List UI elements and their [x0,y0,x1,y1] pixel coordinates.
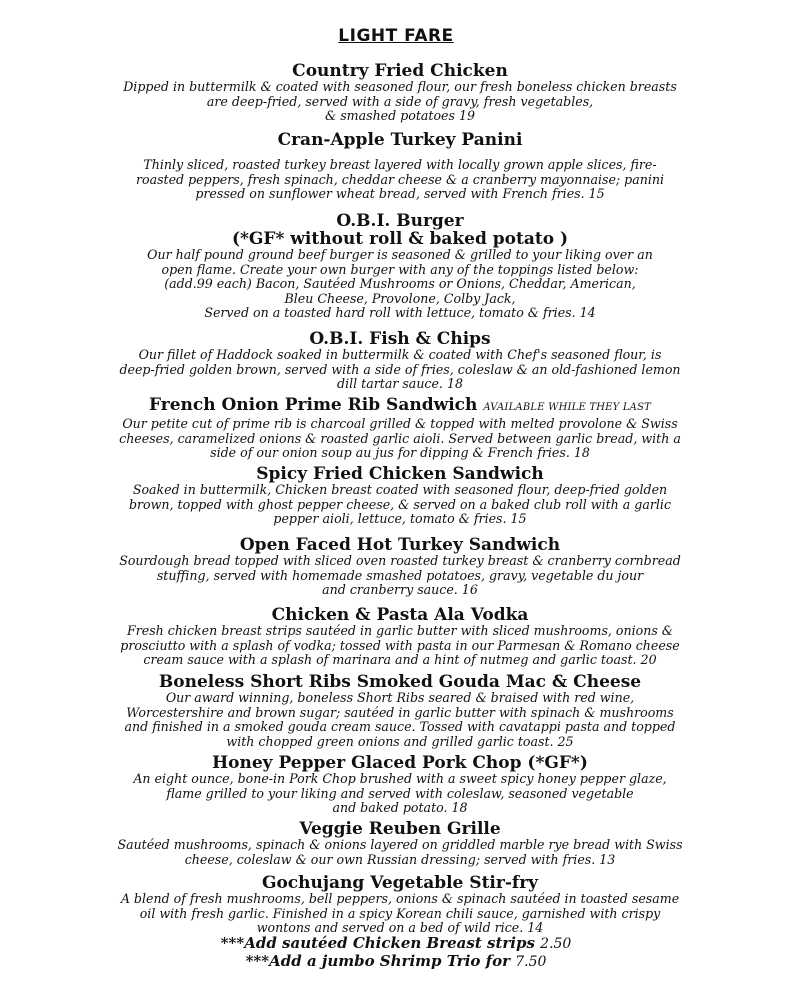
menu-item [100,330,700,392]
page-title: LIGHT FARE [338,26,454,46]
addon-shrimp: ***Add a jumbo Shrimp Trio for 7.50 [245,952,547,970]
availability-note: AVAILABLE WHILE THEY LAST [483,402,652,413]
menu-item [100,536,700,598]
item-description: Sourdough bread topped with sliced oven roasted turkey breast & cranberry cornbread stuffing, served with homemade smashed potatoes, gravy, vegetable du jour and cranberry sauce. 16 [119,553,681,597]
item-title: Honey Pepper Glaced Pork Chop (*GF*) [212,753,588,773]
item-description: Our fillet of Haddock soaked in buttermilk & coated with Chef's seasoned flour, is deep-fried golden brown, served with a side of fries, coleslaw & an old-fashioned lemon dill tartar sauce. 18 [119,347,681,391]
item-title: Spicy Fried Chicken Sandwich [256,464,544,484]
menu-item [100,212,700,321]
item-description: Our half pound ground beef burger is seasoned & grilled to your liking over an open flame. Create your own burger with any of the toppings listed below: (add.99 each) Bacon, Sautéed Mushrooms or Onions, Cheddar, American, Bleu Cheese, Provolone, Colby Jack, Served on a toasted hard roll with lettuce, tomato & fries. 14 [147,247,653,320]
item-description: Fresh chicken breast strips sautéed in garlic butter with sliced mushrooms, onions & prosciutto with a splash of vodka; tossed with pasta in our Parmesan & Romano cheese cream sauce with a splash of marinara and a hint of nutmeg and garlic toast. 20 [120,623,680,667]
menu-item [100,606,700,668]
menu-item [100,820,700,867]
addon-price: 2.50 [540,936,572,952]
item-title: O.B.I. Burger [336,211,464,231]
item-title: Country Fried Chicken [292,61,508,81]
item-title: Boneless Short Ribs Smoked Gouda Mac & Cheese [158,672,642,692]
menu-item [100,754,700,816]
item-title: Cran-Apple Turkey Panini [277,130,523,150]
item-description: Our award winning, boneless Short Ribs seared & braised with red wine, Worcestershire and brown sugar; sautéed in garlic butter with spinach & mushrooms and finished in a smoked gouda cream sauce. Tossed with cavatappi pasta and topped with chopped green onions and grilled garlic toast. 25 [124,690,676,749]
item-title: Gochujang Vegetable Stir-fry [261,873,539,893]
item-description: Our petite cut of prime rib is charcoal grilled & topped with melted provolone & Swiss cheeses, caramelized onions & roasted garlic aioli. Served between garlic bread, with a side of our onion soup au jus for dipping & French fries. 18 [119,416,681,460]
menu-item [100,673,700,749]
addon-chicken: ***Add sautéed Chicken Breast strips 2.50 [220,934,572,952]
menu-item [100,396,700,461]
item-description: Dipped in buttermilk & coated with seasoned flour, our fresh boneless chicken breasts are deep-fried, served with a side of gravy, fresh vegetables, & smashed potatoes 19 [123,79,677,123]
add-ons [0,935,792,971]
item-title: Chicken & Pasta Ala Vodka [271,605,529,625]
item-description: Thinly sliced, roasted turkey breast layered with locally grown apple slices, fire- roasted peppers, fresh spinach, cheddar cheese & a cranberry mayonnaise; panini pressed on sunflower wheat bread, served with French fries. 15 [135,157,665,201]
item-title: Open Faced Hot Turkey Sandwich [239,535,561,555]
item-title: Veggie Reuben Grille [299,819,501,839]
item-title: O.B.I. Fish & Chips [309,329,491,349]
item-subtitle: (*GF* without roll & baked potato ) [231,229,569,249]
item-description: Sautéed mushrooms, spinach & onions layered on griddled marble rye bread with Swiss cheese, coleslaw & our own Russian dressing; served with fries. 13 [117,837,683,867]
item-description: Soaked in buttermilk, Chicken breast coated with seasoned flour, deep-fried golden brown, topped with ghost pepper cheese, & served on a baked club roll with a garlic pepper aioli, lettuce, tomato & fries. 15 [128,482,672,526]
menu-item [100,874,700,936]
addon-price: 7.50 [515,954,547,970]
item-title: French Onion Prime Rib Sandwich AVAILABLE WHILE THEY LAST [148,395,652,415]
item-description: A blend of fresh mushrooms, bell peppers, onions & spinach sautéed in toasted sesame oil with fresh garlic. Finished in a spicy Korean chili sauce, garnished with crispy wontons and served on a bed of wild rice. 14 [120,891,680,935]
menu-item [100,131,700,202]
item-description: An eight ounce, bone-in Pork Chop brushed with a sweet spicy honey pepper glaze, flame grilled to your liking and served with coleslaw, seasoned vegetable and baked potato. 18 [133,771,667,815]
menu-item [100,465,700,527]
menu-item [100,62,700,124]
